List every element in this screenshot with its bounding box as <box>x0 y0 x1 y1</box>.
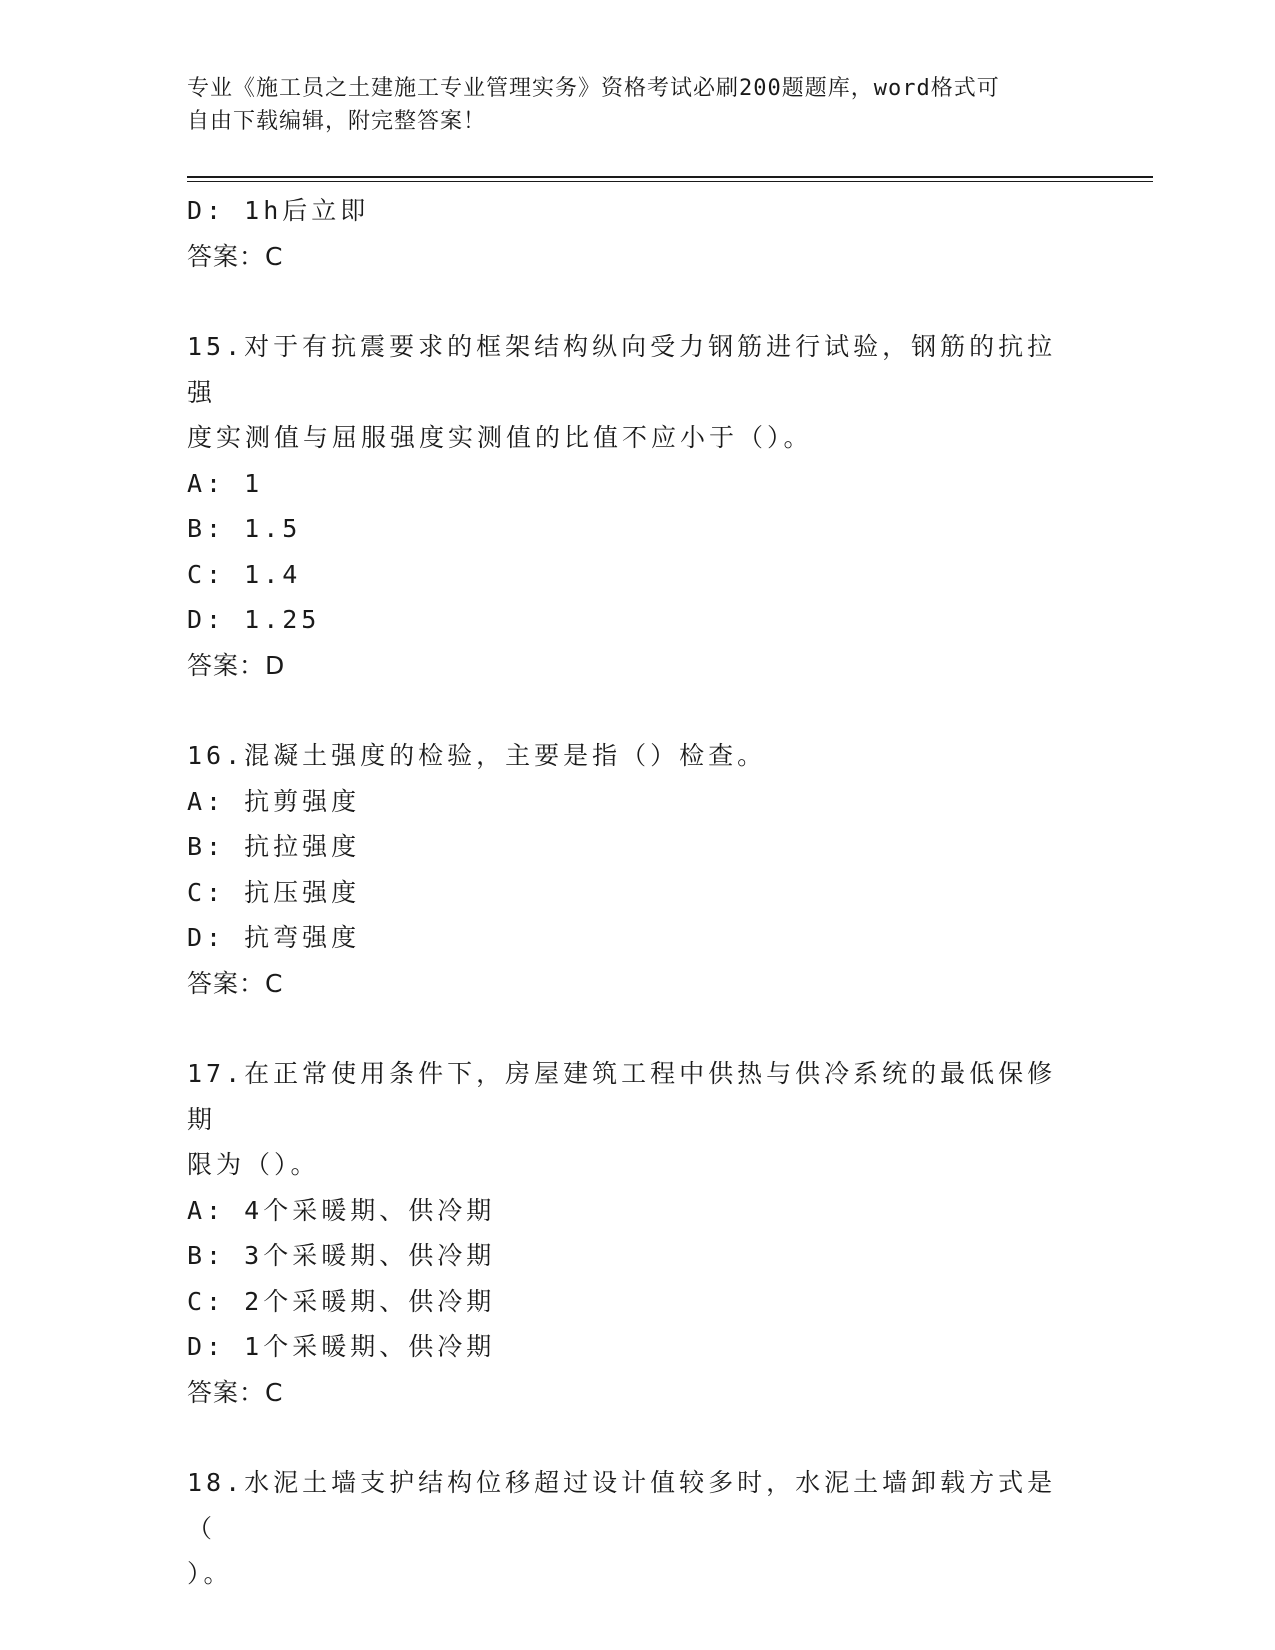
answer: 答案：C <box>187 1377 284 1407</box>
header-divider-thin <box>187 181 1153 182</box>
option-c: C: 1.4 <box>187 559 302 589</box>
answer: 答案：C <box>187 968 284 998</box>
option-b: B: 抗拉强度 <box>187 832 361 861</box>
option-d: D: 抗弯强度 <box>187 923 361 952</box>
question-16 <box>187 733 1087 1006</box>
document-body <box>187 188 1087 1597</box>
spacer <box>187 279 1087 324</box>
option-b: B: 3个采暖期、供冷期 <box>187 1241 496 1270</box>
option-a: A: 1 <box>187 468 264 498</box>
spacer <box>187 1006 1087 1051</box>
question-18 <box>187 1460 1087 1597</box>
option-d: D: 1.25 <box>187 605 321 634</box>
question-text-line2: ）。 <box>187 1559 233 1588</box>
answer: 答案：D <box>187 650 286 680</box>
question-text-line2: 限为（）。 <box>187 1150 320 1179</box>
question-text-line2: 度实测值与屈服强度实测值的比值不应小于（）。 <box>187 423 813 452</box>
question-text-line1: 18.水泥土墙支护结构位移超过设计值较多时，水泥土墙卸载方式是（ <box>187 1468 1057 1543</box>
option-c: C: 2个采暖期、供冷期 <box>187 1286 496 1316</box>
spacer <box>187 688 1087 733</box>
header-title-line1: 专业《施工员之土建施工专业管理实务》资格考试必刷200题题库，word格式可 <box>187 76 1000 101</box>
question-15 <box>187 324 1087 688</box>
option-a: A: 抗剪强度 <box>187 786 361 816</box>
question-14-tail <box>187 188 1087 279</box>
header-divider-thick <box>187 176 1153 178</box>
answer: 答案：C <box>187 241 284 271</box>
question-text-line1: 15.对于有抗震要求的框架结构纵向受力钢筋进行试验，钢筋的抗拉强 <box>187 332 1057 407</box>
spacer <box>187 1415 1087 1460</box>
question-text-line1: 16.混凝土强度的检验，主要是指（）检查。 <box>187 741 767 770</box>
document-header <box>187 72 1087 138</box>
question-text-line1: 17.在正常使用条件下，房屋建筑工程中供热与供冷系统的最低保修期 <box>187 1059 1057 1134</box>
question-17 <box>187 1051 1087 1415</box>
option-c: C: 抗压强度 <box>187 877 361 907</box>
header-title-line2: 自由下载编辑，附完整答案！ <box>187 109 487 134</box>
option-b: B: 1.5 <box>187 514 302 543</box>
option-a: A: 4个采暖期、供冷期 <box>187 1195 496 1225</box>
option-d: D: 1h后立即 <box>187 196 370 225</box>
option-d: D: 1个采暖期、供冷期 <box>187 1332 496 1361</box>
